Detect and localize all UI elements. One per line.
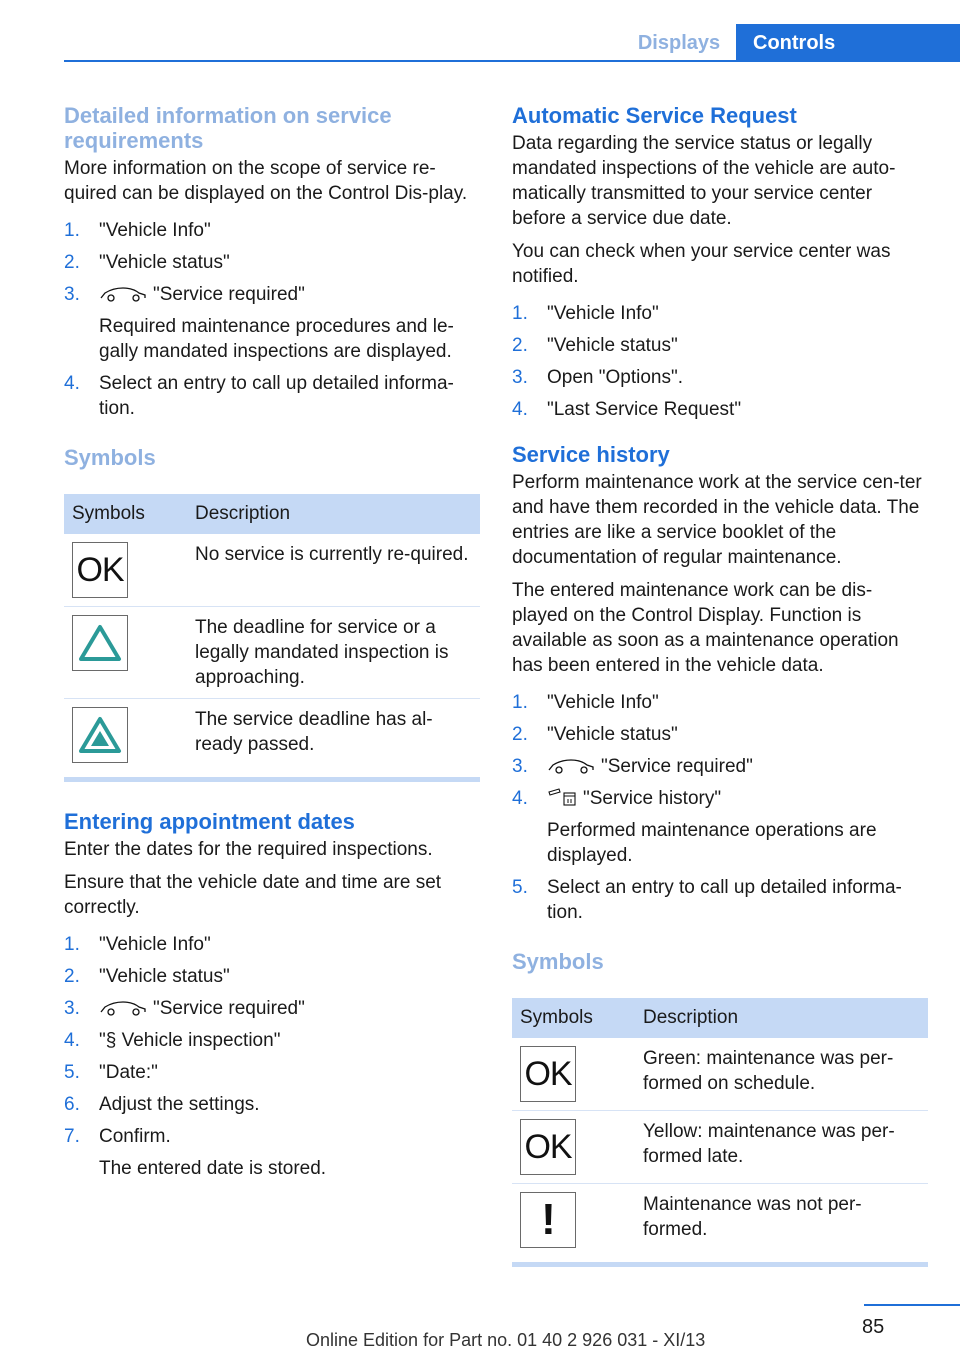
steps-detailed-information xyxy=(64,218,480,421)
table-bottom-rule xyxy=(512,1262,928,1267)
steps-history xyxy=(512,690,928,925)
heading-symbols: Symbols xyxy=(512,949,604,974)
col-symbols: Symbols xyxy=(520,1007,593,1028)
header-rule xyxy=(64,60,960,62)
table-row xyxy=(64,699,480,772)
header-tab-controls[interactable]: Controls xyxy=(736,24,960,62)
heading-detailed-information: Detailed information on service requirements xyxy=(64,103,392,153)
col-description: Description xyxy=(195,503,291,524)
col-symbols: Symbols xyxy=(72,503,145,524)
description-cell: The deadline for service or a legally mandated inspection is approaching. xyxy=(187,607,480,699)
table-row xyxy=(64,534,480,607)
description-cell: No service is currently re-quired. xyxy=(187,534,480,607)
list-item: 2. "Vehicle status" xyxy=(512,724,678,745)
heading-symbols: Symbols xyxy=(64,445,156,470)
description-cell: Yellow: maintenance was per-formed late. xyxy=(635,1111,928,1184)
list-item: 5. Select an entry to call up detailed informa-tion. xyxy=(512,877,902,923)
overdue-triangle-icon xyxy=(72,707,128,763)
footer-rule xyxy=(864,1304,960,1306)
paragraph-appointment-1: Enter the dates for the required inspections. xyxy=(64,839,433,860)
list-item: 2. "Vehicle status" xyxy=(512,335,678,356)
col-description: Description xyxy=(643,1007,739,1028)
exclamation-icon: ! xyxy=(520,1192,576,1248)
left-column xyxy=(64,103,480,1188)
list-item: 4. "Service history" Performed maintenance operations are displayed. xyxy=(512,788,877,866)
ok-yellow-icon: OK xyxy=(520,1119,576,1175)
description-cell: The service deadline has al-ready passed. xyxy=(195,709,433,755)
symbols-table-service xyxy=(64,494,480,771)
car-icon xyxy=(99,1000,147,1016)
warning-triangle-icon xyxy=(72,615,128,671)
car-icon xyxy=(547,758,595,774)
list-item: 3. Open "Options". xyxy=(512,367,684,388)
heading-automatic-service-request: Automatic Service Request xyxy=(512,103,797,128)
edition-note: Online Edition for Part no. 01 40 2 926 031 - XI/13 xyxy=(306,1330,706,1350)
list-item: 3. "Service required" xyxy=(64,998,305,1019)
list-item: 3. "Service required" xyxy=(512,756,753,777)
paragraph-history-1: Perform maintenance work at the service cen-ter and have them recorded in the vehicle data. The entries are like a service booklet of the documentation of regular maintenance. xyxy=(512,472,922,568)
table-row xyxy=(512,1111,928,1184)
paragraph-asr-2: You can check when your service center was notified. xyxy=(512,241,891,287)
heading-entering-appointment-dates: Entering appointment dates xyxy=(64,809,355,834)
list-item: 2. "Vehicle status" xyxy=(64,252,230,273)
list-item: 4. "§ Vehicle inspection" xyxy=(64,1030,281,1051)
paragraph-history-2: The entered maintenance work can be dis-played on the Control Display. Function is available as soon as a maintenance operation has been entered in the vehicle data. xyxy=(512,580,899,676)
table-bottom-rule xyxy=(64,777,480,782)
paragraph-detailed-information: More information on the scope of service re-quired can be displayed on the Control Dis-play. xyxy=(64,158,468,204)
list-item: 6. Adjust the settings. xyxy=(64,1094,260,1115)
list-item: 4. "Last Service Request" xyxy=(512,399,742,420)
car-icon xyxy=(99,286,147,302)
list-item: 2. "Vehicle status" xyxy=(64,966,230,987)
list-item: 7. Confirm. The entered date is stored. xyxy=(64,1126,327,1179)
list-item: 3. "Service required" Required maintenance procedures and le-gally mandated inspections are displayed. xyxy=(64,284,454,362)
service-history-icon xyxy=(547,788,577,806)
list-item: 1. "Vehicle Info" xyxy=(64,934,211,955)
steps-appointment xyxy=(64,932,480,1181)
paragraph-asr-1: Data regarding the service status or legally mandated inspections of the vehicle are auto-matically transmitted to your service center before a service due date. xyxy=(512,133,896,229)
right-column xyxy=(512,103,928,1267)
description-cell: Green: maintenance was per-formed on schedule. xyxy=(635,1038,928,1111)
heading-service-history: Service history xyxy=(512,442,670,467)
list-item: 1. "Vehicle Info" xyxy=(512,303,659,324)
table-row xyxy=(512,1184,928,1257)
page-number: 85 xyxy=(862,1316,885,1338)
ok-green-icon: OK xyxy=(520,1046,576,1102)
table-row xyxy=(64,607,480,699)
description-cell: Maintenance was not per-formed. xyxy=(643,1194,862,1240)
list-item: 4. Select an entry to call up detailed informa-tion. xyxy=(64,373,454,419)
steps-asr xyxy=(512,301,928,422)
ok-icon: OK xyxy=(72,542,128,598)
header-tab-displays[interactable]: Displays xyxy=(637,32,721,54)
table-row xyxy=(512,1038,928,1111)
list-item: 1. "Vehicle Info" xyxy=(64,220,211,241)
list-item: 1. "Vehicle Info" xyxy=(512,692,659,713)
list-item: 5. "Date:" xyxy=(64,1062,158,1083)
paragraph-appointment-2: Ensure that the vehicle date and time are set correctly. xyxy=(64,872,442,918)
symbols-table-history xyxy=(512,998,928,1256)
